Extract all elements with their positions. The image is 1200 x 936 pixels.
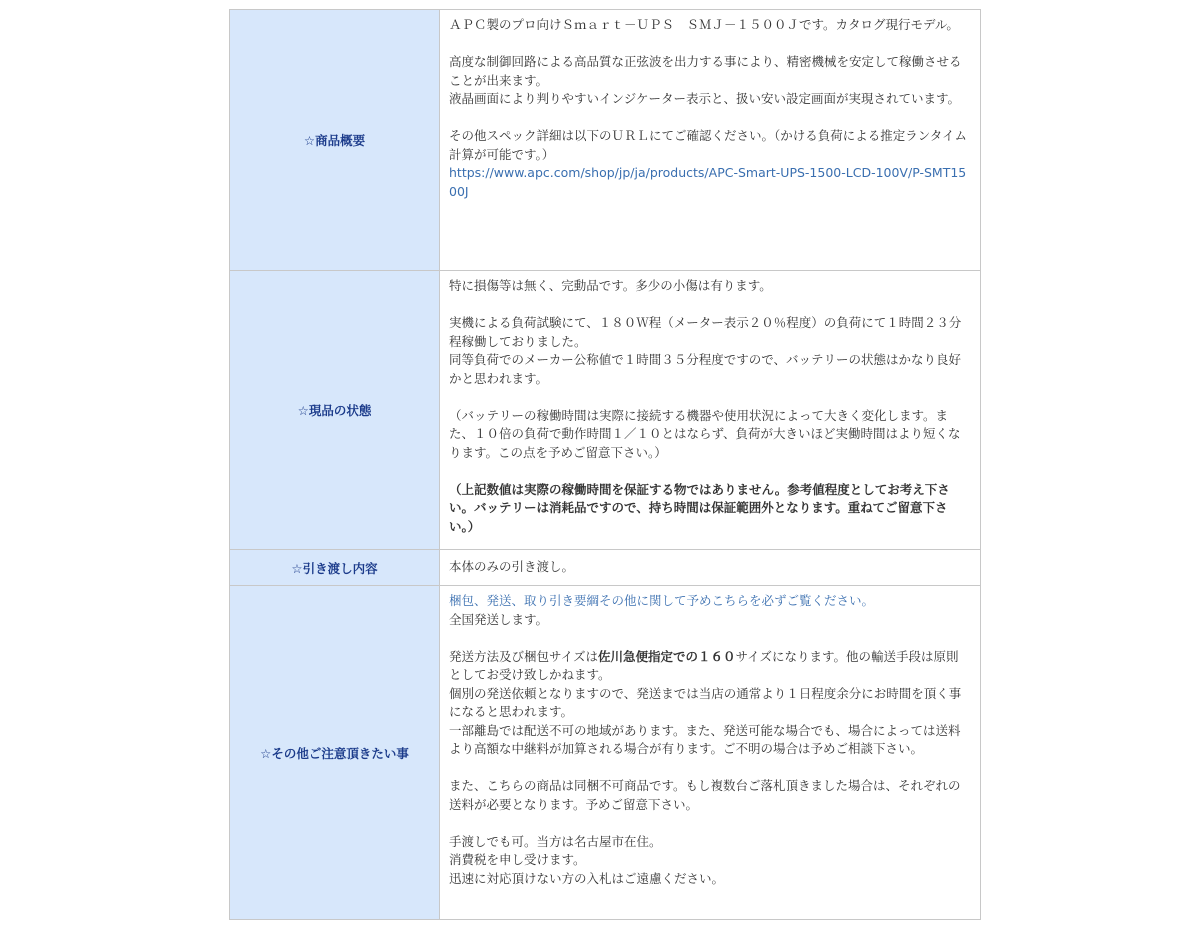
condition-text-loadtest: 実機による負荷試験にて、１８０Ｗ程（メーター表示２０％程度）の負荷にて１時間２３分程稼働しておりました。 xyxy=(449,315,962,349)
table-row-condition xyxy=(230,271,981,550)
row-label-overview: ☆商品概要 xyxy=(230,10,440,271)
notes-text-shipping-method xyxy=(449,648,970,685)
row-label-condition: ☆現品の状態 xyxy=(230,271,440,550)
notes-text-individual: 個別の発送依頼となりますので、発送までは当店の通常より１日程度余分にお時間を頂く事になると思われます。 xyxy=(449,685,962,719)
row-content-delivery xyxy=(440,550,981,586)
overview-text-spec: その他スペック詳細は以下のＵＲＬにてご確認ください。（かける負荷による推定ランタイム計算が可能です。） xyxy=(449,128,968,162)
product-spec-link[interactable]: https://www.apc.com/shop/jp/ja/products/APC-Smart-UPS-1500-LCD-100V/P-SMT1500J xyxy=(449,165,967,199)
shipping-method-post: サイズになります。他の輸送手段は原則としてお受け致しかねます。 xyxy=(449,648,959,682)
notes-text-no-bundle: また、こちらの商品は同梱不可商品です。もし複数台ご落札頂きました場合は、それぞれの送料が必要となります。予めご留意下さい。 xyxy=(449,778,961,812)
condition-text-damage: 特に損傷等は無く、完動品です。多少の小傷は有ります。 xyxy=(449,278,772,293)
delivery-text: 本体のみの引き渡し。 xyxy=(449,559,575,575)
notes-text-islands: 一部離島では配送不可の地域があります。また、発送可能な場合でも、場合によっては送料より高額な中継料が加算される場合が有ります。ご不明の場合は予めご相談下さい。 xyxy=(449,722,961,756)
shipping-terms-link[interactable]: 梱包、発送、取り引き要綱その他に関して予めこちらを必ずご覧ください。 xyxy=(449,593,875,608)
table-row-notes xyxy=(230,586,981,920)
row-content-condition xyxy=(440,271,981,550)
shipping-method-pre: 発送方法及び梱包サイズは xyxy=(449,648,599,664)
row-label-delivery: ☆引き渡し内容 xyxy=(230,550,440,586)
table-row-overview xyxy=(230,10,981,271)
product-info-table xyxy=(229,9,981,920)
table-row-delivery xyxy=(230,550,981,586)
notes-text-bidding: 迅速に対応頂けない方の入札はご遠慮ください。 xyxy=(449,870,725,886)
notes-text-nationwide: 全国発送します。 xyxy=(449,611,549,627)
condition-text-disclaimer: （上記数値は実際の稼働時間を保証する物ではありません。参考値程度としてお考え下さい。バッテリーは消耗品ですので、持ち時間は保証範囲外となります。重ねてご留意下さい。） xyxy=(449,481,950,534)
overview-text-lcd: 液晶画面により判りやすいインジケーター表示と、扱い安い設定画面が実現されています。 xyxy=(449,91,960,106)
shipping-method-carrier: 佐川急便指定での１６０ xyxy=(598,648,736,664)
condition-text-runtime-note: （バッテリーの稼働時間は実際に接続する機器や使用状況によって大きく変化します。また、１０倍の負荷で動作時間１／１０とはならず、負荷が大きいほど実働時間はより短くなります。この点を予めご留意下さい。） xyxy=(449,407,961,460)
row-content-notes xyxy=(440,586,981,920)
row-label-notes: ☆その他ご注意頂きたい事 xyxy=(230,586,440,920)
condition-text-battery: 同等負荷でのメーカー公称値で１時間３５分程度ですので、バッテリーの状態はかなり良好かと思われます。 xyxy=(449,352,962,386)
overview-text-sinewave: 高度な制御回路による高品質な正弦波を出力する事により、精密機械を安定して稼働させることが出来ます。 xyxy=(449,54,962,88)
row-content-overview xyxy=(440,10,981,271)
overview-text-model: ＡＰＣ製のプロ向けＳｍａｒｔ－ＵＰＳ ＳＭＪ－１５００Ｊです。カタログ現行モデル。 xyxy=(449,17,959,32)
notes-text-handover: 手渡しでも可。当方は名古屋市在住。 xyxy=(449,833,662,849)
notes-text-tax: 消費税を申し受けます。 xyxy=(449,852,586,867)
